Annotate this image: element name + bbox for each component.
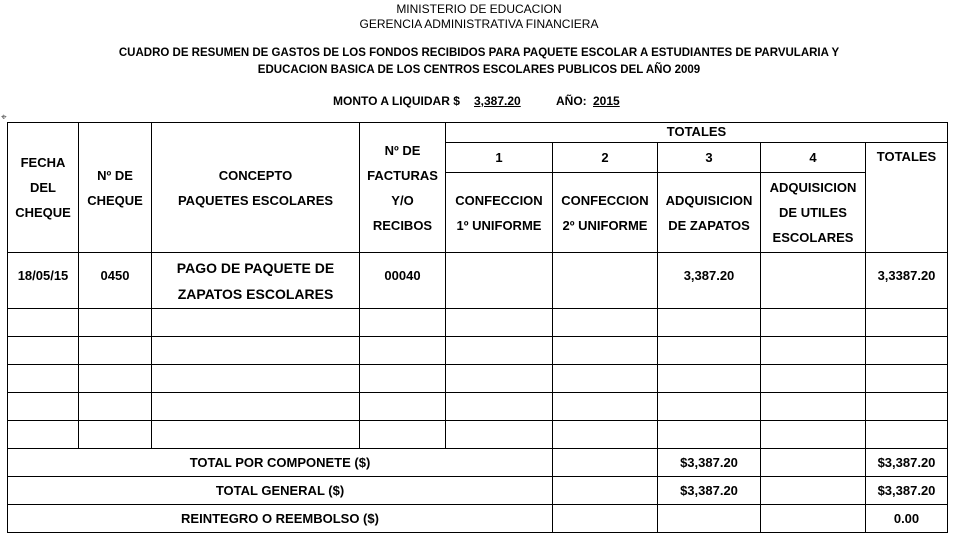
header-component-2	[553, 173, 658, 253]
header-component-4-line-3: ESCOLARES	[772, 230, 854, 245]
department-name: GERENCIA ADMINISTRATIVA FINANCIERA	[359, 17, 599, 31]
empty-cell	[360, 309, 446, 337]
header-component-3-num: 3	[658, 143, 761, 173]
empty-cell	[553, 393, 658, 421]
header-fecha-line-1: FECHA	[20, 155, 66, 170]
empty-cell	[553, 365, 658, 393]
empty-cell	[658, 337, 761, 365]
header-component-3	[658, 173, 761, 253]
empty-cell	[761, 421, 866, 449]
table-row	[8, 253, 948, 309]
empty-cell	[8, 309, 79, 337]
empty-cell	[360, 421, 446, 449]
empty-cell	[79, 309, 152, 337]
empty-cell	[79, 365, 152, 393]
empty-cell	[446, 393, 553, 421]
header-component-4	[761, 173, 866, 253]
empty-row	[8, 393, 948, 421]
cell-total: 3,3387.20	[866, 253, 948, 309]
ministry-name: MINISTERIO DE EDUCACION	[396, 2, 562, 16]
header-facturas-line-2: FACTURAS	[367, 167, 438, 183]
header-fecha	[8, 123, 79, 253]
empty-cell	[152, 365, 360, 393]
report-title-line-2: EDUCACION BASICA DE LOS CENTROS ESCOLARES PUBLICOS DEL AÑO 2009	[257, 64, 701, 76]
reintegro-label: REINTEGRO O REEMBOLSO ($)	[8, 505, 553, 533]
empty-cell	[8, 365, 79, 393]
empty-cell	[553, 477, 658, 505]
empty-cell	[761, 309, 866, 337]
empty-cell	[761, 449, 866, 477]
empty-cell	[553, 309, 658, 337]
header-component-4-num: 4	[761, 143, 866, 173]
summary-row-reintegro	[8, 505, 948, 533]
empty-cell	[360, 393, 446, 421]
empty-row	[8, 309, 948, 337]
cell-concepto	[152, 253, 360, 309]
header-facturas-line-1: Nº DE	[384, 142, 421, 158]
header-totales-col: TOTALES	[866, 143, 948, 253]
header-fecha-line-3: CHEQUE	[15, 205, 71, 220]
empty-cell	[761, 337, 866, 365]
empty-cell	[79, 337, 152, 365]
total-componente-label: TOTAL POR COMPONETE ($)	[8, 449, 553, 477]
empty-cell	[866, 393, 948, 421]
header-facturas-line-3: Y/O	[391, 192, 414, 208]
header-component-2-line-1: CONFECCION	[561, 192, 649, 208]
cell-fecha: 18/05/15	[8, 253, 79, 309]
summary-row-total-general	[8, 477, 948, 505]
cell-comp1	[446, 253, 553, 309]
reintegro-total: 0.00	[866, 505, 948, 533]
cell-comp3: 3,387.20	[658, 253, 761, 309]
empty-cell	[553, 505, 658, 533]
empty-cell	[761, 393, 866, 421]
empty-row	[8, 337, 948, 365]
expense-summary-table	[7, 122, 948, 533]
cell-concepto-line-2: ZAPATOS ESCOLARES	[177, 285, 334, 302]
empty-cell	[360, 365, 446, 393]
empty-cell	[761, 477, 866, 505]
anio-label: AÑO:	[556, 94, 587, 108]
header-component-2-num: 2	[553, 143, 658, 173]
header-component-3-line-2: DE ZAPATOS	[668, 217, 750, 233]
header-component-1-line-1: CONFECCION	[455, 192, 543, 208]
monto-value: 3,387.20	[474, 94, 521, 108]
empty-cell	[658, 393, 761, 421]
header-cheque	[79, 123, 152, 253]
header-concepto-line-1: CONCEPTO	[218, 167, 293, 183]
total-general-label: TOTAL GENERAL ($)	[8, 477, 553, 505]
empty-cell	[658, 505, 761, 533]
total-componente-comp3: $3,387.20	[658, 449, 761, 477]
header-component-4-line-1: ADQUISICION	[769, 180, 857, 195]
empty-cell	[866, 309, 948, 337]
header-cheque-line-1: Nº DE	[97, 167, 133, 183]
header-facturas	[360, 123, 446, 253]
header-component-1	[446, 173, 553, 253]
empty-cell	[553, 337, 658, 365]
cell-cheque: 0450	[79, 253, 152, 309]
empty-cell	[360, 337, 446, 365]
empty-cell	[152, 393, 360, 421]
total-componente-total: $3,387.20	[866, 449, 948, 477]
empty-cell	[446, 337, 553, 365]
empty-cell	[866, 421, 948, 449]
empty-cell	[79, 421, 152, 449]
report-title-line-1: CUADRO DE RESUMEN DE GASTOS DE LOS FONDOS RECIBIDOS PARA PAQUETE ESCOLAR A ESTUDIANTES DE PARVULARIA Y	[118, 47, 840, 59]
cell-concepto-line-1: PAGO DE PAQUETE DE	[176, 259, 335, 276]
monto-label: MONTO A LIQUIDAR $	[333, 94, 460, 108]
header-component-1-line-2: 1º UNIFORME	[456, 217, 542, 233]
anio-value: 2015	[593, 94, 620, 108]
empty-cell	[8, 393, 79, 421]
header-fecha-line-2: DEL	[30, 180, 56, 195]
empty-cell	[152, 337, 360, 365]
empty-cell	[658, 421, 761, 449]
empty-cell	[761, 505, 866, 533]
header-totales-group: TOTALES	[446, 123, 948, 143]
empty-cell	[446, 421, 553, 449]
total-general-comp3: $3,387.20	[658, 477, 761, 505]
total-general-total: $3,387.20	[866, 477, 948, 505]
empty-cell	[553, 449, 658, 477]
empty-cell	[8, 421, 79, 449]
header-component-3-line-1: ADQUISICION	[665, 192, 753, 208]
empty-row	[8, 365, 948, 393]
header-component-1-num: 1	[446, 143, 553, 173]
header-component-4-line-2: DE UTILES	[779, 205, 847, 220]
header-component-2-line-2: 2º UNIFORME	[562, 217, 648, 233]
empty-row	[8, 421, 948, 449]
empty-cell	[8, 337, 79, 365]
header-concepto-line-2: PAQUETES ESCOLARES	[177, 192, 334, 208]
header-row-1	[8, 123, 948, 143]
empty-cell	[866, 337, 948, 365]
empty-cell	[446, 365, 553, 393]
anchor-marker-icon: ⌖	[1, 112, 7, 123]
empty-cell	[152, 421, 360, 449]
empty-cell	[446, 309, 553, 337]
empty-cell	[658, 309, 761, 337]
summary-row-total-componente	[8, 449, 948, 477]
header-cheque-line-2: CHEQUE	[87, 192, 143, 208]
header-concepto	[152, 123, 360, 253]
cell-comp4	[761, 253, 866, 309]
empty-cell	[152, 309, 360, 337]
cell-comp2	[553, 253, 658, 309]
empty-cell	[553, 421, 658, 449]
empty-cell	[658, 365, 761, 393]
empty-cell	[761, 365, 866, 393]
header-facturas-line-4: RECIBOS	[372, 217, 433, 233]
empty-cell	[866, 365, 948, 393]
empty-cell	[79, 393, 152, 421]
cell-facturas: 00040	[360, 253, 446, 309]
